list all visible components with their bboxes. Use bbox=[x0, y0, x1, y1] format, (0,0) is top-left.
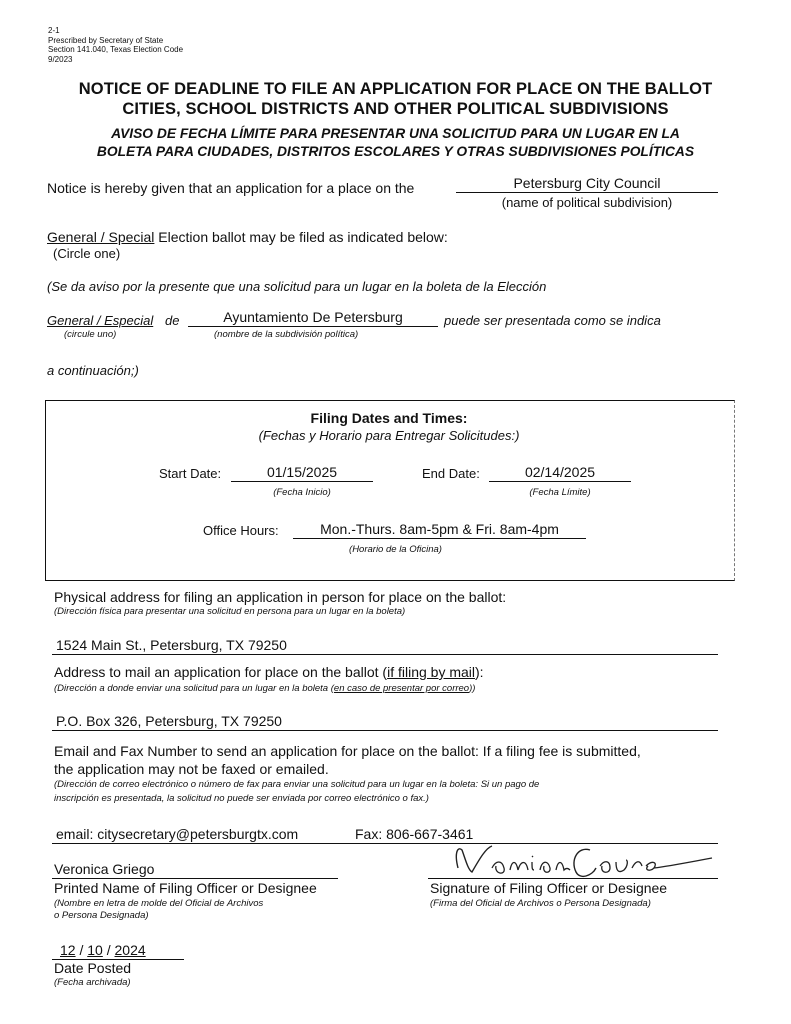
physical-label: Physical address for filing an application in person for place on the ballot: bbox=[54, 589, 507, 605]
general-special-label: General / Special bbox=[47, 229, 155, 245]
posted-day: 10 bbox=[87, 942, 103, 958]
subdivision-field: Petersburg City Council bbox=[456, 175, 718, 193]
mail-label-es-post: )) bbox=[469, 683, 476, 694]
officer-name-label-es-2: o Persona Designada) bbox=[54, 910, 149, 921]
title-line2: CITIES, SCHOOL DISTRICTS AND OTHER POLITICAL SUBDIVISIONS bbox=[122, 100, 669, 118]
email-value: email: citysecretary@petersburgtx.com bbox=[56, 826, 299, 842]
form-date: 9/2023 bbox=[48, 54, 73, 64]
es-de: de bbox=[165, 313, 180, 328]
end-date-label: End Date: bbox=[422, 466, 480, 481]
start-date-field: 01/15/2025 bbox=[231, 464, 373, 482]
mail-label-ul: if filing by mail bbox=[387, 664, 476, 680]
officer-name-label: Printed Name of Filing Officer or Designee bbox=[54, 880, 317, 896]
handwritten-signature bbox=[440, 838, 720, 882]
officer-name-label-es-1: (Nombre en letra de molde del Oficial de Archivos bbox=[54, 898, 264, 909]
signature-label-es: (Firma del Oficial de Archivos o Persona Designada) bbox=[430, 898, 651, 909]
es-subdivision-field: Ayuntamiento De Petersburg bbox=[188, 309, 438, 327]
end-date-field: 02/14/2025 bbox=[489, 464, 631, 482]
es-subdivision-caption: (nombre de la subdivisión política) bbox=[214, 329, 359, 340]
mail-label-es-ul: en caso de presentar por correo bbox=[333, 683, 470, 694]
posted-sep-1: / bbox=[79, 942, 84, 958]
title-line1: NOTICE OF DEADLINE TO FILE AN APPLICATION FOR PLACE ON THE BALLOT bbox=[78, 80, 713, 98]
notice-intro: Notice is hereby given that an application for a place on the bbox=[47, 180, 415, 196]
circle-one-caption: (Circle one) bbox=[53, 246, 121, 261]
start-date-label: Start Date: bbox=[159, 466, 222, 481]
mail-line bbox=[52, 730, 718, 731]
mail-address: P.O. Box 326, Petersburg, TX 79250 bbox=[56, 713, 282, 729]
subdivision-caption: (name of political subdivision) bbox=[501, 195, 673, 210]
posted-month: 12 bbox=[60, 942, 76, 958]
email-fax-label-2: the application may not be faxed or emailed. bbox=[54, 761, 329, 777]
es-tail: puede ser presentada como se indica bbox=[444, 313, 661, 328]
mail-label-es bbox=[54, 683, 475, 694]
email-fax-label-1: Email and Fax Number to send an application for place on the ballot: If a filing fee is submitted, bbox=[54, 743, 641, 759]
signature-label: Signature of Filing Officer or Designee bbox=[430, 880, 668, 896]
signature-line bbox=[428, 878, 718, 879]
end-date-caption: (Fecha Límite) bbox=[529, 487, 591, 498]
es-intro: (Se da aviso por la presente que una solicitud para un lugar en la boleta de la Elección bbox=[47, 279, 547, 294]
es-circle-caption: (circule uno) bbox=[64, 329, 117, 340]
office-hours-field: Mon.-Thurs. 8am-5pm & Fri. 8am-4pm bbox=[293, 521, 586, 539]
mail-label-pre: Address to mail an application for place on the ballot ( bbox=[54, 664, 388, 680]
fax-value: Fax: 806-667-3461 bbox=[355, 826, 474, 842]
title-es-line1: AVISO DE FECHA LÍMITE PARA PRESENTAR UNA SOLICITUD PARA UN LUGAR EN LA bbox=[111, 126, 680, 141]
date-posted-label-es: (Fecha archivada) bbox=[54, 977, 131, 988]
es-continuation: a continuación;) bbox=[47, 363, 139, 378]
mail-label bbox=[54, 664, 484, 680]
form-code: 2-1 bbox=[48, 26, 60, 35]
filing-heading: Filing Dates and Times: bbox=[310, 410, 468, 426]
physical-line bbox=[52, 654, 718, 655]
form-section: Section 141.040, Texas Election Code bbox=[48, 45, 184, 54]
form-header bbox=[48, 26, 183, 64]
general-special-line bbox=[47, 229, 448, 245]
office-hours-label: Office Hours: bbox=[203, 523, 279, 538]
office-hours-caption: (Horario de la Oficina) bbox=[349, 544, 442, 555]
physical-address: 1524 Main St., Petersburg, TX 79250 bbox=[56, 637, 287, 653]
email-fax-label-es-2: inscripción es presentada, la solicitud no puede ser enviada por correo electrónico o fax.) bbox=[54, 793, 429, 804]
es-general-especial: General / Especial bbox=[47, 313, 154, 328]
mail-label-post: ): bbox=[475, 664, 484, 680]
ballot-text: Election ballot may be filed as indicated below: bbox=[158, 229, 448, 245]
start-date-caption: (Fecha Inicio) bbox=[273, 487, 331, 498]
form-prescribed: Prescribed by Secretary of State bbox=[48, 35, 164, 45]
filing-heading-es: (Fechas y Horario para Entregar Solicitudes:) bbox=[258, 428, 520, 443]
date-posted-label: Date Posted bbox=[54, 960, 132, 976]
mail-label-es-pre: (Dirección a donde enviar una solicitud para un lugar en la boleta ( bbox=[54, 683, 334, 694]
title-es-line2: BOLETA PARA CIUDADES, DISTRITOS ESCOLARES Y OTRAS SUBDIVISIONES POLÍTICAS bbox=[96, 144, 695, 159]
officer-name: Veronica Griego bbox=[54, 861, 155, 877]
email-fax-label-es-1: (Dirección de correo electrónico o número de fax para enviar una solicitud para un lugar en la boleta: Si un pago de bbox=[54, 779, 540, 790]
physical-label-es: (Dirección física para presentar una solicitud en persona para un lugar en la boleta) bbox=[54, 606, 406, 617]
officer-name-line bbox=[52, 878, 338, 879]
date-posted-value bbox=[60, 942, 146, 958]
posted-sep-2: / bbox=[106, 942, 111, 958]
posted-year: 2024 bbox=[114, 942, 146, 958]
